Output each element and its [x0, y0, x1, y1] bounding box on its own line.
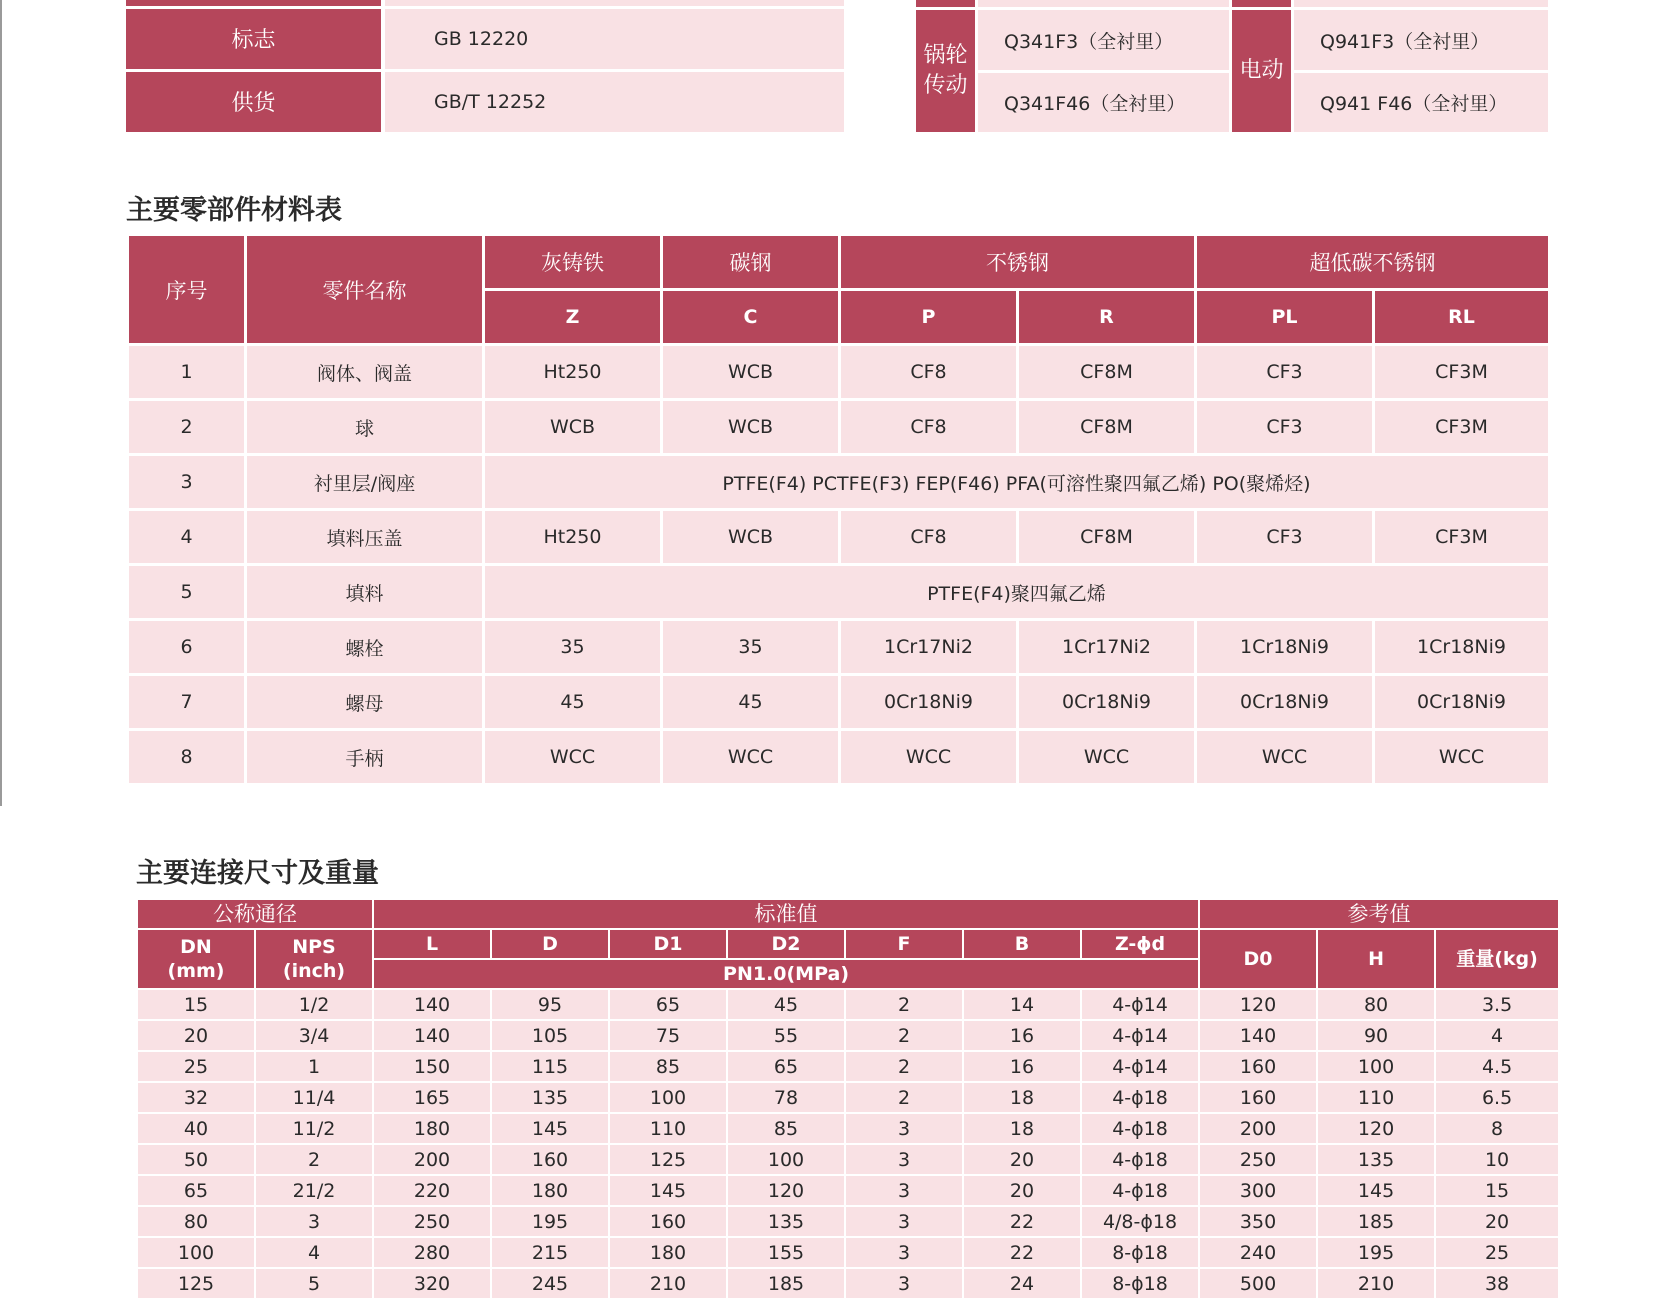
cell-d: 245: [491, 1268, 609, 1299]
material-cell: WCC: [484, 730, 662, 785]
dimensions-row: [137, 1113, 1559, 1144]
cell-b: 22: [963, 1237, 1081, 1268]
cell-d2: 185: [727, 1268, 845, 1299]
col-header-nps: NPS (inch): [255, 929, 373, 989]
cell-d0: 300: [1199, 1175, 1317, 1206]
dimensions-table: [136, 898, 1560, 1300]
cell-d0: 160: [1199, 1082, 1317, 1113]
cell-h: 110: [1317, 1082, 1435, 1113]
cell-weight: 25: [1435, 1237, 1559, 1268]
col-header-d2: D2: [727, 929, 845, 959]
cell-h: 120: [1317, 1113, 1435, 1144]
cell-b: 18: [963, 1113, 1081, 1144]
cell-dn: 125: [137, 1268, 255, 1299]
cell-h: 90: [1317, 1020, 1435, 1051]
cell-d2: 100: [727, 1144, 845, 1175]
cell-dn: 50: [137, 1144, 255, 1175]
dimensions-row: [137, 989, 1559, 1020]
reference-values-header: 参考值: [1199, 899, 1559, 929]
material-cell: WCB: [662, 400, 840, 455]
cell-d0: 250: [1199, 1144, 1317, 1175]
material-cell: 1Cr18Ni9: [1196, 620, 1374, 675]
material-cell: CF8: [840, 345, 1018, 400]
electric-label: 电动: [1231, 9, 1293, 134]
cell-nps: 4: [255, 1237, 373, 1268]
cell-l: 320: [373, 1268, 491, 1299]
cell-d1: 65: [609, 989, 727, 1020]
cell-z-phid: 4-ϕ14: [1081, 989, 1199, 1020]
worm-gear-model: Q341F46（全衬里）: [977, 72, 1231, 134]
col-header-f: F: [845, 929, 963, 959]
cell-l: 250: [373, 1206, 491, 1237]
operation-cell-stub: [977, 0, 1231, 9]
materials-row: [128, 510, 1550, 565]
material-cell: CF3M: [1374, 510, 1550, 565]
cell-z-phid: 8-ϕ18: [1081, 1237, 1199, 1268]
cell-z-phid: 4-ϕ18: [1081, 1175, 1199, 1206]
cell-f: 3: [845, 1237, 963, 1268]
cell-f: 2: [845, 989, 963, 1020]
cell-b: 22: [963, 1206, 1081, 1237]
materials-row: [128, 455, 1550, 510]
cell-weight: 20: [1435, 1206, 1559, 1237]
cell-nps: 2: [255, 1144, 373, 1175]
part-name: 手柄: [246, 730, 484, 785]
cell-nps: 5: [255, 1268, 373, 1299]
dimensions-section-title: 主要连接尺寸及重量: [136, 858, 379, 889]
row-number: 4: [128, 510, 246, 565]
cell-d1: 160: [609, 1206, 727, 1237]
col-header-no: 序号: [128, 235, 246, 345]
cell-z-phid: 4-ϕ14: [1081, 1020, 1199, 1051]
material-cell: WCC: [1374, 730, 1550, 785]
cell-dn: 80: [137, 1206, 255, 1237]
materials-section-title: 主要零部件材料表: [126, 195, 342, 226]
cell-d0: 140: [1199, 1020, 1317, 1051]
material-code-header: Z: [484, 290, 662, 345]
material-code-header: PL: [1196, 290, 1374, 345]
cell-f: 2: [845, 1020, 963, 1051]
cell-d2: 65: [727, 1051, 845, 1082]
cell-z-phid: 4-ϕ18: [1081, 1113, 1199, 1144]
cell-d1: 145: [609, 1175, 727, 1206]
cell-d2: 155: [727, 1237, 845, 1268]
part-name: 球: [246, 400, 484, 455]
dimensions-row: [137, 1144, 1559, 1175]
cell-dn: 65: [137, 1175, 255, 1206]
cell-f: 2: [845, 1051, 963, 1082]
col-header-z-phid: Z-ϕd: [1081, 929, 1199, 959]
col-header-l: L: [373, 929, 491, 959]
cell-z-phid: 4-ϕ18: [1081, 1144, 1199, 1175]
material-cell: WCB: [662, 345, 840, 400]
dimensions-row: [137, 1051, 1559, 1082]
cell-d0: 350: [1199, 1206, 1317, 1237]
row-number: 8: [128, 730, 246, 785]
material-cell: Ht250: [484, 510, 662, 565]
cell-weight: 3.5: [1435, 989, 1559, 1020]
material-cell: 1Cr18Ni9: [1374, 620, 1550, 675]
operation-header-stub: [1231, 0, 1293, 9]
cell-d2: 120: [727, 1175, 845, 1206]
cell-d1: 125: [609, 1144, 727, 1175]
cell-dn: 15: [137, 989, 255, 1020]
material-merged-cell: PTFE(F4) PCTFE(F3) FEP(F46) PFA(可溶性聚四氟乙烯) PO(聚烯烃): [484, 455, 1550, 510]
cell-dn: 100: [137, 1237, 255, 1268]
cell-nps: 1: [255, 1051, 373, 1082]
cell-z-phid: 4-ϕ18: [1081, 1082, 1199, 1113]
cell-nps: 3/4: [255, 1020, 373, 1051]
material-cell: CF3M: [1374, 400, 1550, 455]
nominal-diameter-header: 公称通径: [137, 899, 373, 929]
cell-l: 220: [373, 1175, 491, 1206]
col-header-d: D: [491, 929, 609, 959]
material-code-header: R: [1018, 290, 1196, 345]
cell-dn: 32: [137, 1082, 255, 1113]
cell-h: 145: [1317, 1175, 1435, 1206]
row-number: 7: [128, 675, 246, 730]
dimensions-row: [137, 1268, 1559, 1299]
material-code-header: RL: [1374, 290, 1550, 345]
cell-d1: 210: [609, 1268, 727, 1299]
cell-d: 195: [491, 1206, 609, 1237]
material-cell: CF3M: [1374, 345, 1550, 400]
cell-d1: 100: [609, 1082, 727, 1113]
cell-f: 3: [845, 1175, 963, 1206]
cell-d2: 85: [727, 1113, 845, 1144]
cell-d0: 160: [1199, 1051, 1317, 1082]
cell-nps: 1/2: [255, 989, 373, 1020]
cell-d1: 75: [609, 1020, 727, 1051]
cell-z-phid: 4/8-ϕ18: [1081, 1206, 1199, 1237]
cell-z-phid: 4-ϕ14: [1081, 1051, 1199, 1082]
standards-header-stub: [126, 0, 383, 7]
col-header-b: B: [963, 929, 1081, 959]
cell-l: 180: [373, 1113, 491, 1144]
operation-header-stub: [915, 0, 977, 9]
material-code-header: P: [840, 290, 1018, 345]
cell-l: 150: [373, 1051, 491, 1082]
cell-f: 2: [845, 1082, 963, 1113]
cell-nps: 3: [255, 1206, 373, 1237]
material-cell: WCB: [662, 510, 840, 565]
cell-h: 100: [1317, 1051, 1435, 1082]
cell-dn: 20: [137, 1020, 255, 1051]
material-group-header: 灰铸铁: [484, 235, 662, 290]
row-number: 3: [128, 455, 246, 510]
cell-d: 135: [491, 1082, 609, 1113]
cell-d: 180: [491, 1175, 609, 1206]
material-cell: CF8M: [1018, 510, 1196, 565]
row-number: 1: [128, 345, 246, 400]
dimensions-row: [137, 1020, 1559, 1051]
cell-b: 24: [963, 1268, 1081, 1299]
cell-f: 3: [845, 1113, 963, 1144]
cell-h: 185: [1317, 1206, 1435, 1237]
cell-b: 20: [963, 1175, 1081, 1206]
cell-h: 80: [1317, 989, 1435, 1020]
cell-f: 3: [845, 1206, 963, 1237]
part-name: 填料: [246, 565, 484, 620]
cell-b: 16: [963, 1051, 1081, 1082]
materials-row: [128, 345, 1550, 400]
material-cell: CF8: [840, 510, 1018, 565]
material-cell: 0Cr18Ni9: [840, 675, 1018, 730]
cell-weight: 4: [1435, 1020, 1559, 1051]
cell-l: 280: [373, 1237, 491, 1268]
material-cell: 35: [662, 620, 840, 675]
part-name: 螺栓: [246, 620, 484, 675]
material-cell: Ht250: [484, 345, 662, 400]
cell-d: 160: [491, 1144, 609, 1175]
standards-label: 供货: [126, 70, 383, 133]
material-group-header: 不锈钢: [840, 235, 1196, 290]
cell-weight: 4.5: [1435, 1051, 1559, 1082]
row-number: 2: [128, 400, 246, 455]
cell-d2: 78: [727, 1082, 845, 1113]
pressure-rating-header: PN1.0(MPa): [373, 959, 1199, 989]
cell-d2: 45: [727, 989, 845, 1020]
material-cell: CF3: [1196, 400, 1374, 455]
materials-table: [126, 233, 1551, 786]
material-cell: 0Cr18Ni9: [1374, 675, 1550, 730]
cell-l: 140: [373, 1020, 491, 1051]
material-cell: CF3: [1196, 510, 1374, 565]
dimensions-row: [137, 1082, 1559, 1113]
electric-model: Q941 F46（全衬里）: [1293, 72, 1550, 134]
standards-table: [126, 0, 844, 135]
materials-row: [128, 675, 1550, 730]
cell-l: 200: [373, 1144, 491, 1175]
material-cell: WCB: [484, 400, 662, 455]
cell-d: 215: [491, 1237, 609, 1268]
worm-gear-model: Q341F3（全衬里）: [977, 9, 1231, 72]
cell-f: 3: [845, 1268, 963, 1299]
material-cell: WCC: [840, 730, 1018, 785]
col-header-weight: 重量(kg): [1435, 929, 1559, 989]
cell-h: 210: [1317, 1268, 1435, 1299]
standards-label: 标志: [126, 7, 383, 70]
cell-nps: 11/2: [255, 1113, 373, 1144]
row-number: 5: [128, 565, 246, 620]
col-header-d0: D0: [1199, 929, 1317, 989]
material-group-header: 超低碳不锈钢: [1196, 235, 1550, 290]
materials-row: [128, 565, 1550, 620]
cell-d: 95: [491, 989, 609, 1020]
cell-b: 20: [963, 1144, 1081, 1175]
cell-weight: 6.5: [1435, 1082, 1559, 1113]
part-name: 填料压盖: [246, 510, 484, 565]
materials-row: [128, 400, 1550, 455]
cell-weight: 8: [1435, 1113, 1559, 1144]
material-merged-cell: PTFE(F4)聚四氟乙烯: [484, 565, 1550, 620]
dimensions-row: [137, 1237, 1559, 1268]
col-header-dn: DN (mm): [137, 929, 255, 989]
material-cell: 35: [484, 620, 662, 675]
cell-weight: 10: [1435, 1144, 1559, 1175]
material-cell: 45: [662, 675, 840, 730]
operation-table: [913, 0, 1551, 135]
standard-values-header: 标准值: [373, 899, 1199, 929]
material-cell: 0Cr18Ni9: [1018, 675, 1196, 730]
material-cell: 1Cr17Ni2: [840, 620, 1018, 675]
cell-d0: 200: [1199, 1113, 1317, 1144]
material-cell: CF8M: [1018, 400, 1196, 455]
cell-nps: 11/4: [255, 1082, 373, 1113]
cell-d1: 85: [609, 1051, 727, 1082]
material-cell: CF8: [840, 400, 1018, 455]
cell-z-phid: 8-ϕ18: [1081, 1268, 1199, 1299]
standards-value: GB/T 12252: [383, 70, 844, 133]
material-cell: 0Cr18Ni9: [1196, 675, 1374, 730]
material-cell: 45: [484, 675, 662, 730]
dimensions-row: [137, 1175, 1559, 1206]
cell-d0: 240: [1199, 1237, 1317, 1268]
part-name: 阀体、阀盖: [246, 345, 484, 400]
standards-cell-stub: [383, 0, 844, 7]
cell-d2: 55: [727, 1020, 845, 1051]
col-header-d1: D1: [609, 929, 727, 959]
col-header-h: H: [1317, 929, 1435, 989]
cell-dn: 25: [137, 1051, 255, 1082]
material-cell: CF3: [1196, 345, 1374, 400]
operation-cell-stub: [1293, 0, 1550, 9]
material-code-header: C: [662, 290, 840, 345]
materials-row: [128, 730, 1550, 785]
worm-gear-label: 锅轮 传动: [915, 9, 977, 134]
cell-d: 115: [491, 1051, 609, 1082]
material-cell: WCC: [1018, 730, 1196, 785]
part-name: 衬里层/阀座: [246, 455, 484, 510]
cell-l: 140: [373, 989, 491, 1020]
material-cell: CF8M: [1018, 345, 1196, 400]
cell-d: 105: [491, 1020, 609, 1051]
standards-value: GB 12220: [383, 7, 844, 70]
electric-model: Q941F3（全衬里）: [1293, 9, 1550, 72]
material-group-header: 碳钢: [662, 235, 840, 290]
dimensions-row: [137, 1206, 1559, 1237]
cell-f: 3: [845, 1144, 963, 1175]
cell-nps: 21/2: [255, 1175, 373, 1206]
page-left-rule: [0, 0, 2, 806]
cell-b: 18: [963, 1082, 1081, 1113]
cell-d0: 120: [1199, 989, 1317, 1020]
cell-h: 135: [1317, 1144, 1435, 1175]
cell-d1: 180: [609, 1237, 727, 1268]
cell-d1: 110: [609, 1113, 727, 1144]
cell-h: 195: [1317, 1237, 1435, 1268]
material-cell: WCC: [1196, 730, 1374, 785]
cell-d2: 135: [727, 1206, 845, 1237]
cell-dn: 40: [137, 1113, 255, 1144]
cell-b: 14: [963, 989, 1081, 1020]
material-cell: WCC: [662, 730, 840, 785]
material-cell: 1Cr17Ni2: [1018, 620, 1196, 675]
cell-d: 145: [491, 1113, 609, 1144]
part-name: 螺母: [246, 675, 484, 730]
cell-b: 16: [963, 1020, 1081, 1051]
cell-weight: 15: [1435, 1175, 1559, 1206]
col-header-part: 零件名称: [246, 235, 484, 345]
row-number: 6: [128, 620, 246, 675]
materials-row: [128, 620, 1550, 675]
cell-weight: 38: [1435, 1268, 1559, 1299]
cell-l: 165: [373, 1082, 491, 1113]
cell-d0: 500: [1199, 1268, 1317, 1299]
